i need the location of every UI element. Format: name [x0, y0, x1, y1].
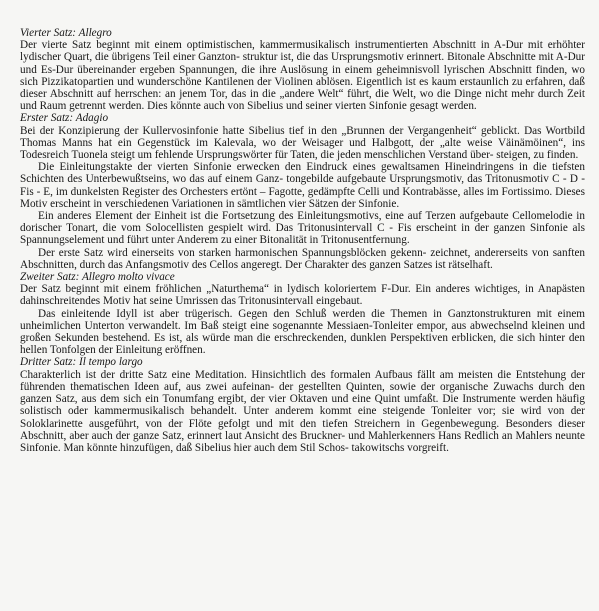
- paragraph: Ein anderes Element der Einheit ist die Fortsetzung des Einleitungsmotivs, eine auf Terzen aufgebaute Cellomelodie in dorischer Tonart, die vom Solocellisten gespielt wird. Das Tritonusintervall C - Fis erscheint in der ganzen Sinfonie als Spannungselement und führt unter Anderem zu einer Bitonalität in Tritonusentfernung.: [20, 210, 585, 247]
- paragraph: Der erste Satz wird einerseits von starken harmonischen Spannungsblöcken gekenn- zeichnet, andererseits von sanften Abschnitten, durch das Anfangsmotiv des Cellos angeregt. Der Charakter des ganzen Satzes ist rätselhaft.: [20, 246, 585, 271]
- section-zweiter-satz: [20, 271, 585, 356]
- paragraph: Bei der Konzipierung der Kullervosinfonie hatte Sibelius tief in den „Brunnen der Vergangenheit“ geblickt. Das Wortbild Thomas Manns hat ein Gegenstück im Kalevala, wo der Weisager und Halbgott, der „alte weise Väinämöinen“, ins Todesreich Tuonela steigt um fehlende Ursprungswörter für Taten, die jeden menschlichen Verstand über- steigen, zu finden.: [20, 124, 585, 162]
- section-heading: Dritter Satz: Il tempo largo: [20, 356, 143, 369]
- section-dritter-satz: [20, 356, 585, 454]
- section-heading: Vierter Satz: Allegro: [20, 27, 112, 39]
- paragraph: Der Satz beginnt mit einem fröhlichen „Naturthema“ in lydisch koloriertem F-Dur. Ein anderes wichtiges, in Anapästen dahinschreitendes Motiv hat seine Umrissen das Tritonusintervall eingebaut.: [20, 283, 585, 308]
- section-erster-satz: [20, 112, 585, 271]
- paragraph: Das einleitende Idyll ist aber trügerisch. Gegen den Schluß werden die Themen in Ganztonstrukturen mit einem unheimlichen Unterton verwandelt. Im Baß steigt eine sogenannte Messiaen-Tonleiter empor, aus abwechselnd kleinen und großen Sekunden bestehend. Es ist, als würde man die erschreckenden, dunklen Perspektiven erblicken, die sich hinter den hellen Tonfolgen der Einleitung eröffnen.: [20, 307, 585, 357]
- section-heading: Erster Satz: Adagio: [20, 112, 109, 125]
- section-heading: Zweiter Satz: Allegro molto vivace: [20, 271, 175, 284]
- paragraph: Die Einleitungstakte der vierten Sinfonie erwecken den Eindruck eines gewaltsamen Hineindringens in die tiefsten Schichten des Unterbewußtseins, wo das auf einem Ganz- tongebilde aufgebaute Ursprungsmotiv, das Tritonusmotiv C - D - Fis - E, im dunkelsten Register des Orchesters ertönt – Fagotte, gedämpfte Celli und Kontrabässe, alles im Fortissimo. Dieses Motiv erscheint in verschiedenen Variationen in sämtlichen vier Sätzen der Sinfonie.: [20, 161, 585, 210]
- paragraph: Charakterlich ist der dritte Satz eine Meditation. Hinsichtlich des formalen Aufbaus fällt am meisten die Entstehung der führenden thematischen Ideen auf, aus zwei aufeinan- der gestellten Quinten, sowie der organische Zuwachs durch den ganzen Satz, aus dem sich ein Tonumfang ergibt, der vier Oktaven und eine Quint umfaßt. Die Instrumente werden häufig solistisch oder kammermusikalisch behandelt. Unter anderem kommt eine steigende Tonleiter vor; sie wird von der Soloklarinette ausgeführt, von der Flöte gefolgt und mit den tiefen Streichern in Gegenbewegung. Besonders dieser Abschnitt, aber auch der ganze Satz, erinnert laut Ansicht des Bruckner- und Mahlerkenners Hans Redlich an Mahlers neunte Sinfonie. Man könnte hinzufügen, daß Sibelius hier auch dem Stil Schos- takowitschs vorgreift.: [20, 368, 585, 454]
- paragraph: Der vierte Satz beginnt mit einem optimistischen, kammermusikalisch instrumentierten Abschnitt in A-Dur mit erhöhter lydischer Quart, die übrigens Teil einer Ganzton- struktur ist, die das Ursprungsmotiv erinnert. Bitonale Abschnitte mit A-Dur und Es-Dur übereinander ergeben Spannungen, die ihre Auslösung in einem geheimnisvoll lyrischen Abschnitt finden, wo sich Pizzikatopartien und wunderschöne Kantilenen der Violinen ablösen. Eigentlich ist es kaum erstaunlich zu erfahren, daß dieser Abschnitt auf herrschen: an jenem Tor, das in die „andere Welt“ führt, die Welt, wo die Dinge nicht mehr durch Zeit und Raum getrennt werden. Dies könnte auch von Sibelius und seiner vierten Sinfonie gesagt werden.: [20, 39, 585, 113]
- section-vierter-satz: [20, 27, 585, 112]
